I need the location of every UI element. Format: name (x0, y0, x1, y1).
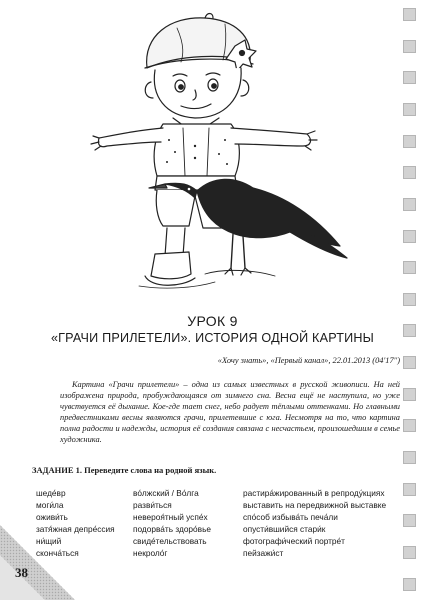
word-column-1 (36, 487, 115, 559)
vocabulary-word: выставить на передвижной выставке (243, 500, 387, 510)
vocabulary-word: сконча́ться (36, 548, 79, 558)
page-number: 38 (15, 565, 28, 580)
edge-tab (403, 40, 416, 53)
vocabulary-word: фотографи́ческий портре́т (243, 536, 345, 546)
vocabulary-word: подорва́ть здоро́вье (133, 524, 212, 534)
edge-tab (403, 578, 416, 591)
task-instruction: Переведите слова на родной язык. (84, 465, 217, 475)
lesson-number: УРОК 9 (187, 313, 238, 329)
edge-tab (403, 261, 416, 274)
edge-tab (403, 451, 416, 464)
edge-tab (403, 71, 416, 84)
vocabulary-word: невероя́тный успе́х (133, 512, 208, 522)
edge-tab (403, 198, 416, 211)
vocabulary-word: спо́соб избыва́ть печа́ли (243, 512, 338, 522)
task-heading (32, 465, 216, 475)
task-label: ЗАДАНИЕ 1. (32, 465, 83, 475)
edge-tab (403, 166, 416, 179)
vocabulary-word: оживи́ть (36, 512, 68, 522)
vocabulary-word: пейзажи́ст (243, 548, 284, 558)
vocabulary-word: шеде́вр (36, 488, 66, 498)
vocabulary-word: затя́жная депре́ссия (36, 524, 115, 534)
edge-tab (403, 230, 416, 243)
vocabulary-word: ни́щий (36, 536, 62, 546)
edge-tab (403, 356, 416, 369)
vocabulary-word: свиде́тельствовать (133, 536, 207, 546)
edge-tab (403, 8, 416, 21)
vocabulary-word: некроло́г (133, 548, 168, 558)
lesson-title: «ГРАЧИ ПРИЛЕТЕЛИ». ИСТОРИЯ ОДНОЙ КАРТИНЫ (50, 331, 375, 345)
intro-paragraph: Картина «Грачи прилетели» – одна из самых известных в русской живописи. На ней изображена природа, пробуждающаяся от зимнего сна. Весна ещё не наступила, но уже чувствуется её дыхание. Кое-где тает снег, небо радует тёплыми оттенками. Но главными предвестниками весны являются грачи, прилетевшие с юга. Несмотря на то, что картина полна радости и надежды, история её создания связана с несчастьем, произошедшим в семье художника. (60, 380, 400, 444)
edge-tab (403, 483, 416, 496)
vocabulary-word: растира́жированный в репроду́кциях (243, 488, 385, 498)
edge-tab (403, 388, 416, 401)
video-source: «Хочу знать», «Первый канал», 22.01.2013 (04'17'') (217, 356, 400, 365)
edge-tab (403, 514, 416, 527)
edge-tab (403, 103, 416, 116)
edge-tab (403, 293, 416, 306)
vocabulary-word: разви́ться (133, 500, 172, 510)
boy-and-rook-illustration (85, 6, 355, 296)
edge-tab (403, 546, 416, 559)
vocabulary-word: во́лжский / Во́лга (133, 488, 199, 498)
edge-tab (403, 419, 416, 432)
page-edge-tabs (403, 8, 417, 598)
vocabulary-word: моги́ла (36, 500, 64, 510)
word-column-3 (243, 487, 386, 559)
edge-tab (403, 135, 416, 148)
word-column-2 (133, 487, 211, 559)
vocabulary-word: опусти́вшийся стари́к (243, 524, 326, 534)
